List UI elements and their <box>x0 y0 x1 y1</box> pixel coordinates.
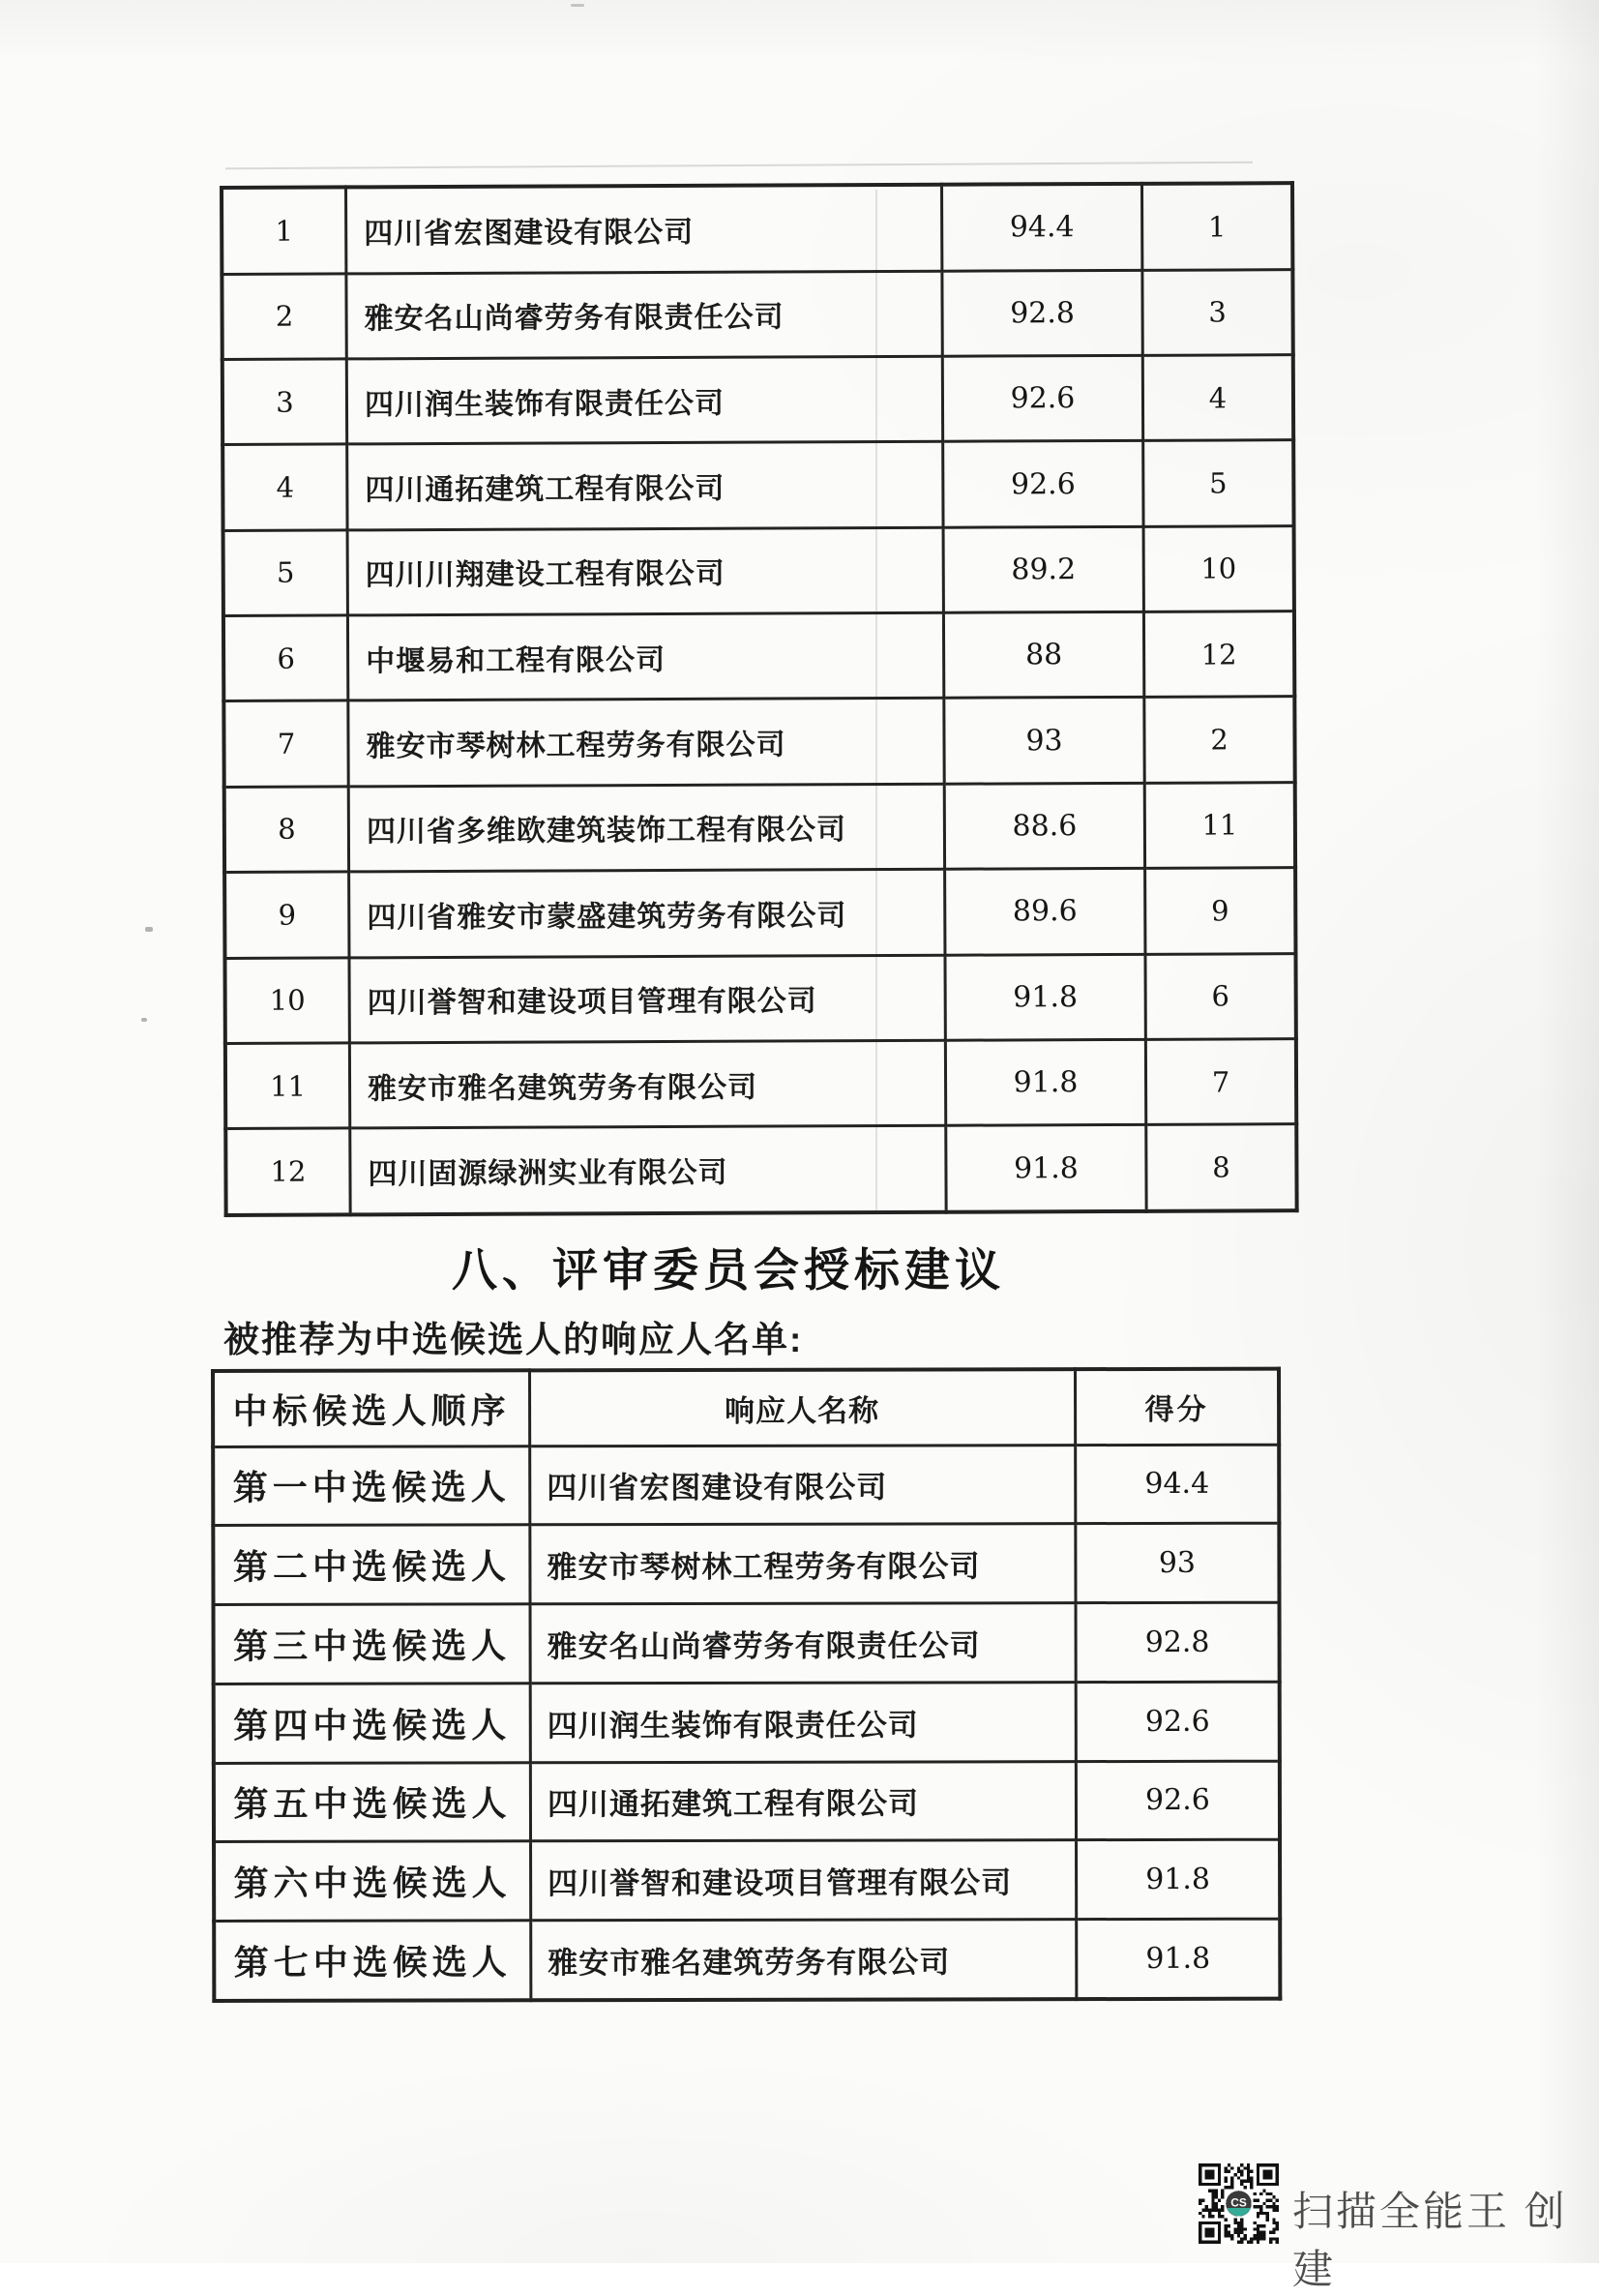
score-cell: 92.8 <box>1076 1602 1280 1682</box>
scan-speck <box>141 1018 147 1022</box>
header-score: 得分 <box>1076 1369 1280 1445</box>
score-cell: 89.2 <box>943 526 1143 612</box>
company-name-cell: 四川省多维欧建筑装饰工程有限公司 <box>348 784 944 872</box>
score-cell: 94.4 <box>1076 1445 1280 1524</box>
table-row <box>214 1682 1280 1763</box>
scan-speck <box>571 4 584 7</box>
company-name-cell: 雅安市雅名建筑劳务有限公司 <box>531 1920 1077 2001</box>
row-number-cell: 7 <box>223 701 348 787</box>
table-row <box>225 1124 1296 1215</box>
candidate-order-cell: 第六中选候选人 <box>214 1841 531 1921</box>
row-number-cell: 10 <box>224 957 349 1043</box>
company-name-cell: 四川省宏图建设有限公司 <box>530 1445 1076 1525</box>
company-name-cell: 四川润生装饰有限责任公司 <box>530 1682 1076 1762</box>
score-cell: 89.6 <box>945 868 1145 954</box>
row-number-cell: 4 <box>222 444 347 530</box>
row-number-cell: 6 <box>223 615 348 701</box>
row-number-cell: 5 <box>223 530 348 616</box>
rank-cell: 4 <box>1142 355 1293 441</box>
table-row <box>214 1602 1280 1684</box>
table-row <box>222 269 1292 359</box>
qr-logo-label: CS <box>1230 2195 1247 2210</box>
company-name-cell: 四川誉智和建设项目管理有限公司 <box>349 955 945 1043</box>
table-header-row <box>213 1369 1279 1446</box>
rank-cell: 7 <box>1145 1038 1296 1124</box>
table-row <box>214 1761 1280 1842</box>
row-number-cell: 3 <box>222 359 347 445</box>
company-name-cell: 四川省宏图建设有限公司 <box>346 185 942 274</box>
table-row <box>223 697 1294 787</box>
candidate-order-cell: 第五中选候选人 <box>214 1762 531 1841</box>
row-number-cell: 2 <box>222 274 346 360</box>
candidate-order-cell: 第四中选候选人 <box>214 1684 531 1763</box>
score-cell: 91.8 <box>1077 1919 1281 1999</box>
score-cell: 91.8 <box>1077 1839 1281 1919</box>
rank-cell: 12 <box>1143 611 1294 698</box>
table-row <box>213 1523 1279 1604</box>
score-cell: 92.6 <box>1076 1761 1280 1840</box>
table-row <box>223 525 1294 615</box>
table-row <box>222 183 1292 274</box>
rank-cell: 5 <box>1143 440 1294 526</box>
score-cell: 94.4 <box>942 184 1142 271</box>
company-name-cell: 雅安名山尚睿劳务有限责任公司 <box>530 1603 1076 1684</box>
candidate-order-cell: 第七中选候选人 <box>214 1921 531 2001</box>
rank-cell: 9 <box>1145 868 1296 954</box>
rank-cell: 1 <box>1141 183 1292 270</box>
table-row <box>224 868 1295 958</box>
row-number-cell: 9 <box>224 872 349 958</box>
candidates-list-intro: 被推荐为中选候选人的响应人名单: <box>223 1320 804 1359</box>
company-name-cell: 四川川翔建设工程有限公司 <box>347 527 943 615</box>
company-name-cell: 四川誉智和建设项目管理有限公司 <box>531 1840 1077 1921</box>
company-name-cell: 四川通拓建筑工程有限公司 <box>530 1761 1076 1841</box>
row-number-cell: 1 <box>222 187 346 274</box>
candidate-order-cell: 第一中选候选人 <box>213 1446 530 1525</box>
table-row <box>224 953 1295 1043</box>
table-row <box>224 782 1295 872</box>
rank-cell: 6 <box>1145 953 1296 1039</box>
score-cell: 91.8 <box>946 1125 1146 1212</box>
recommended-candidates-table <box>211 1367 1282 2003</box>
rank-cell: 2 <box>1144 697 1295 783</box>
company-name-cell: 四川通拓建筑工程有限公司 <box>347 442 943 530</box>
score-cell: 92.8 <box>942 270 1142 356</box>
header-candidate-order: 中标候选人顺序 <box>213 1370 530 1446</box>
qr-code <box>1199 2163 1279 2244</box>
score-cell: 92.6 <box>1076 1682 1280 1761</box>
table-row <box>222 355 1293 445</box>
table-row <box>214 1919 1280 2001</box>
table-row <box>213 1445 1279 1526</box>
scan-speck <box>145 927 153 932</box>
score-cell: 88.6 <box>944 783 1144 869</box>
row-number-cell: 8 <box>224 787 349 873</box>
scan-artifact-line <box>225 162 1253 169</box>
row-number-cell: 12 <box>225 1128 350 1215</box>
table-row <box>222 440 1293 530</box>
score-cell: 91.8 <box>945 954 1145 1040</box>
score-cell: 91.8 <box>945 1039 1145 1125</box>
row-number-cell: 11 <box>225 1043 350 1129</box>
rank-cell: 10 <box>1143 525 1294 611</box>
rank-cell: 11 <box>1144 782 1295 868</box>
company-name-cell: 雅安市雅名建筑劳务有限公司 <box>349 1040 945 1128</box>
rank-cell: 3 <box>1142 269 1293 355</box>
candidate-order-cell: 第二中选候选人 <box>213 1525 530 1604</box>
company-name-cell: 中堰易和工程有限公司 <box>347 612 943 701</box>
camscanner-watermark-text: 扫描全能王 创建 <box>1292 2189 1568 2292</box>
company-name-cell: 雅安市琴树林工程劳务有限公司 <box>348 699 944 787</box>
company-name-cell: 四川省雅安市蒙盛建筑劳务有限公司 <box>349 869 945 957</box>
table-row <box>225 1038 1296 1128</box>
section-heading: 八、评审委员会授标建议 <box>452 1244 1005 1296</box>
company-name-cell: 雅安市琴树林工程劳务有限公司 <box>530 1524 1076 1604</box>
score-cell: 88 <box>943 611 1143 698</box>
score-cell: 92.6 <box>942 355 1142 441</box>
score-cell: 93 <box>1076 1523 1280 1602</box>
score-cell: 93 <box>944 698 1144 784</box>
company-name-cell: 四川润生装饰有限责任公司 <box>346 356 942 444</box>
candidate-order-cell: 第三中选候选人 <box>214 1604 531 1684</box>
company-name-cell: 四川固源绿洲实业有限公司 <box>350 1125 946 1214</box>
table-row <box>223 611 1294 701</box>
company-name-cell: 雅安名山尚睿劳务有限责任公司 <box>346 271 942 359</box>
table-row <box>214 1839 1280 1921</box>
evaluation-score-table <box>220 181 1299 1217</box>
score-cell: 92.6 <box>943 441 1143 527</box>
header-respondent-name: 响应人名称 <box>530 1369 1076 1446</box>
rank-cell: 8 <box>1146 1124 1297 1211</box>
